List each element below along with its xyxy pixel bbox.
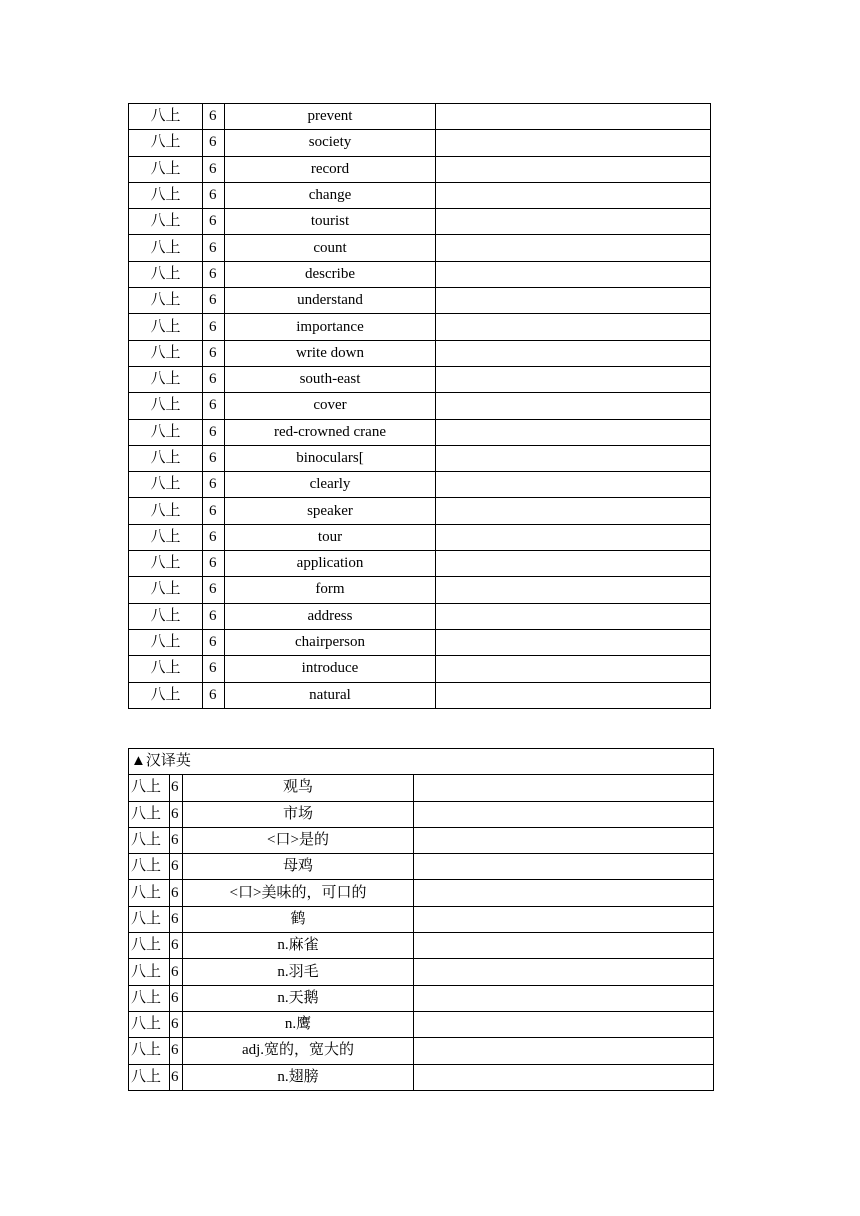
answer-cell[interactable] [436, 577, 711, 603]
unit-cell: 6 [203, 498, 225, 524]
unit-cell: 6 [203, 603, 225, 629]
table-row [129, 906, 714, 932]
answer-cell[interactable] [414, 959, 714, 985]
unit-cell: 6 [170, 801, 183, 827]
unit-cell: 6 [170, 959, 183, 985]
word-cell: prevent [225, 104, 436, 130]
answer-cell[interactable] [436, 498, 711, 524]
grade-cell: 八上 [129, 1064, 170, 1090]
grade-cell: 八上 [129, 472, 203, 498]
answer-cell[interactable] [436, 524, 711, 550]
answer-cell[interactable] [436, 235, 711, 261]
unit-cell: 6 [203, 235, 225, 261]
unit-cell: 6 [203, 524, 225, 550]
answer-cell[interactable] [414, 933, 714, 959]
table-row [129, 130, 711, 156]
grade-cell: 八上 [129, 524, 203, 550]
table-row [129, 880, 714, 906]
grade-cell: 八上 [129, 445, 203, 471]
word-cell: n.麻雀 [183, 933, 414, 959]
answer-cell[interactable] [436, 629, 711, 655]
unit-cell: 6 [203, 629, 225, 655]
word-cell: change [225, 182, 436, 208]
grade-cell: 八上 [129, 261, 203, 287]
answer-cell[interactable] [414, 1038, 714, 1064]
unit-cell: 6 [170, 985, 183, 1011]
answer-cell[interactable] [414, 1011, 714, 1037]
unit-cell: 6 [203, 340, 225, 366]
unit-cell: 6 [203, 682, 225, 708]
grade-cell: 八上 [129, 551, 203, 577]
word-cell: n.鹰 [183, 1011, 414, 1037]
grade-cell: 八上 [129, 682, 203, 708]
word-cell: cover [225, 393, 436, 419]
grade-cell: 八上 [129, 209, 203, 235]
word-cell: record [225, 156, 436, 182]
word-cell: 鹤 [183, 906, 414, 932]
word-cell: write down [225, 340, 436, 366]
unit-cell: 6 [203, 104, 225, 130]
grade-cell: 八上 [129, 629, 203, 655]
answer-cell[interactable] [436, 288, 711, 314]
grade-cell: 八上 [129, 1011, 170, 1037]
word-cell: form [225, 577, 436, 603]
table-row [129, 854, 714, 880]
word-cell: understand [225, 288, 436, 314]
unit-cell: 6 [170, 854, 183, 880]
grade-cell: 八上 [129, 827, 170, 853]
word-cell: n.羽毛 [183, 959, 414, 985]
grade-cell: 八上 [129, 156, 203, 182]
unit-cell: 6 [203, 472, 225, 498]
word-cell: 市场 [183, 801, 414, 827]
table-row [129, 603, 711, 629]
grade-cell: 八上 [129, 288, 203, 314]
table-row [129, 314, 711, 340]
grade-cell: 八上 [129, 775, 170, 801]
unit-cell: 6 [203, 156, 225, 182]
table-row [129, 801, 714, 827]
word-cell: adj.宽的，宽大的 [183, 1038, 414, 1064]
answer-cell[interactable] [436, 209, 711, 235]
word-cell: importance [225, 314, 436, 340]
answer-cell[interactable] [414, 1064, 714, 1090]
unit-cell: 6 [203, 314, 225, 340]
answer-cell[interactable] [436, 182, 711, 208]
answer-cell[interactable] [436, 156, 711, 182]
unit-cell: 6 [203, 288, 225, 314]
grade-cell: 八上 [129, 366, 203, 392]
word-cell: 母鸡 [183, 854, 414, 880]
word-cell: describe [225, 261, 436, 287]
answer-cell[interactable] [414, 906, 714, 932]
grade-cell: 八上 [129, 235, 203, 261]
grade-cell: 八上 [129, 656, 203, 682]
table-header-row [129, 749, 714, 775]
answer-cell[interactable] [436, 104, 711, 130]
word-cell: introduce [225, 656, 436, 682]
grade-cell: 八上 [129, 1038, 170, 1064]
answer-cell[interactable] [414, 880, 714, 906]
grade-cell: 八上 [129, 603, 203, 629]
word-cell: application [225, 551, 436, 577]
answer-cell[interactable] [436, 682, 711, 708]
answer-cell[interactable] [436, 340, 711, 366]
table-row [129, 235, 711, 261]
table-row [129, 366, 711, 392]
answer-cell[interactable] [436, 472, 711, 498]
answer-cell[interactable] [436, 393, 711, 419]
grade-cell: 八上 [129, 880, 170, 906]
answer-cell[interactable] [436, 366, 711, 392]
unit-cell: 6 [203, 366, 225, 392]
word-cell: <口>美味的，可口的 [183, 880, 414, 906]
table-row [129, 775, 714, 801]
answer-cell[interactable] [436, 551, 711, 577]
word-cell: natural [225, 682, 436, 708]
unit-cell: 6 [203, 261, 225, 287]
table-row [129, 827, 714, 853]
grade-cell: 八上 [129, 340, 203, 366]
unit-cell: 6 [203, 445, 225, 471]
grade-cell: 八上 [129, 419, 203, 445]
table-row [129, 577, 711, 603]
answer-cell[interactable] [414, 854, 714, 880]
unit-cell: 6 [203, 577, 225, 603]
word-cell: count [225, 235, 436, 261]
word-cell: address [225, 603, 436, 629]
word-cell: red-crowned crane [225, 419, 436, 445]
grade-cell: 八上 [129, 498, 203, 524]
unit-cell: 6 [203, 393, 225, 419]
grade-cell: 八上 [129, 801, 170, 827]
answer-cell[interactable] [414, 985, 714, 1011]
table-row [129, 445, 711, 471]
answer-cell[interactable] [436, 656, 711, 682]
word-cell: speaker [225, 498, 436, 524]
table-row [129, 551, 711, 577]
word-cell: tour [225, 524, 436, 550]
unit-cell: 6 [203, 182, 225, 208]
grade-cell: 八上 [129, 314, 203, 340]
unit-cell: 6 [203, 209, 225, 235]
unit-cell: 6 [170, 1064, 183, 1090]
unit-cell: 6 [170, 775, 183, 801]
table-row [129, 629, 711, 655]
unit-cell: 6 [203, 656, 225, 682]
table-row [129, 340, 711, 366]
grade-cell: 八上 [129, 577, 203, 603]
section-title: ▲汉译英 [129, 749, 714, 775]
table-row [129, 524, 711, 550]
table-row [129, 209, 711, 235]
word-cell: 观鸟 [183, 775, 414, 801]
grade-cell: 八上 [129, 854, 170, 880]
table-row [129, 985, 714, 1011]
table-row [129, 498, 711, 524]
word-cell: tourist [225, 209, 436, 235]
word-cell: south-east [225, 366, 436, 392]
table-row [129, 104, 711, 130]
grade-cell: 八上 [129, 104, 203, 130]
answer-cell[interactable] [414, 775, 714, 801]
table-row [129, 393, 711, 419]
answer-cell[interactable] [436, 314, 711, 340]
unit-cell: 6 [203, 130, 225, 156]
table-row [129, 682, 711, 708]
word-cell: binoculars[ [225, 445, 436, 471]
table-row [129, 472, 711, 498]
word-cell: n.翅膀 [183, 1064, 414, 1090]
unit-cell: 6 [203, 419, 225, 445]
grade-cell: 八上 [129, 933, 170, 959]
grade-cell: 八上 [129, 985, 170, 1011]
table-row [129, 156, 711, 182]
table-row [129, 261, 711, 287]
table-row [129, 933, 714, 959]
word-cell: chairperson [225, 629, 436, 655]
answer-cell[interactable] [414, 827, 714, 853]
answer-cell[interactable] [436, 261, 711, 287]
answer-cell[interactable] [414, 801, 714, 827]
unit-cell: 6 [170, 880, 183, 906]
answer-cell[interactable] [436, 130, 711, 156]
table-row [129, 288, 711, 314]
table-row [129, 1064, 714, 1090]
answer-cell[interactable] [436, 419, 711, 445]
word-cell: society [225, 130, 436, 156]
unit-cell: 6 [203, 551, 225, 577]
english-to-chinese-table [128, 103, 711, 709]
word-cell: clearly [225, 472, 436, 498]
unit-cell: 6 [170, 933, 183, 959]
answer-cell[interactable] [436, 445, 711, 471]
unit-cell: 6 [170, 1011, 183, 1037]
unit-cell: 6 [170, 1038, 183, 1064]
unit-cell: 6 [170, 827, 183, 853]
table-row [129, 1011, 714, 1037]
word-cell: n.天鹅 [183, 985, 414, 1011]
word-cell: <口>是的 [183, 827, 414, 853]
answer-cell[interactable] [436, 603, 711, 629]
grade-cell: 八上 [129, 393, 203, 419]
chinese-to-english-table [128, 748, 714, 1091]
grade-cell: 八上 [129, 906, 170, 932]
table-row [129, 959, 714, 985]
table-row [129, 1038, 714, 1064]
unit-cell: 6 [170, 906, 183, 932]
grade-cell: 八上 [129, 130, 203, 156]
grade-cell: 八上 [129, 182, 203, 208]
table-row [129, 419, 711, 445]
table-row [129, 182, 711, 208]
grade-cell: 八上 [129, 959, 170, 985]
table-row [129, 656, 711, 682]
